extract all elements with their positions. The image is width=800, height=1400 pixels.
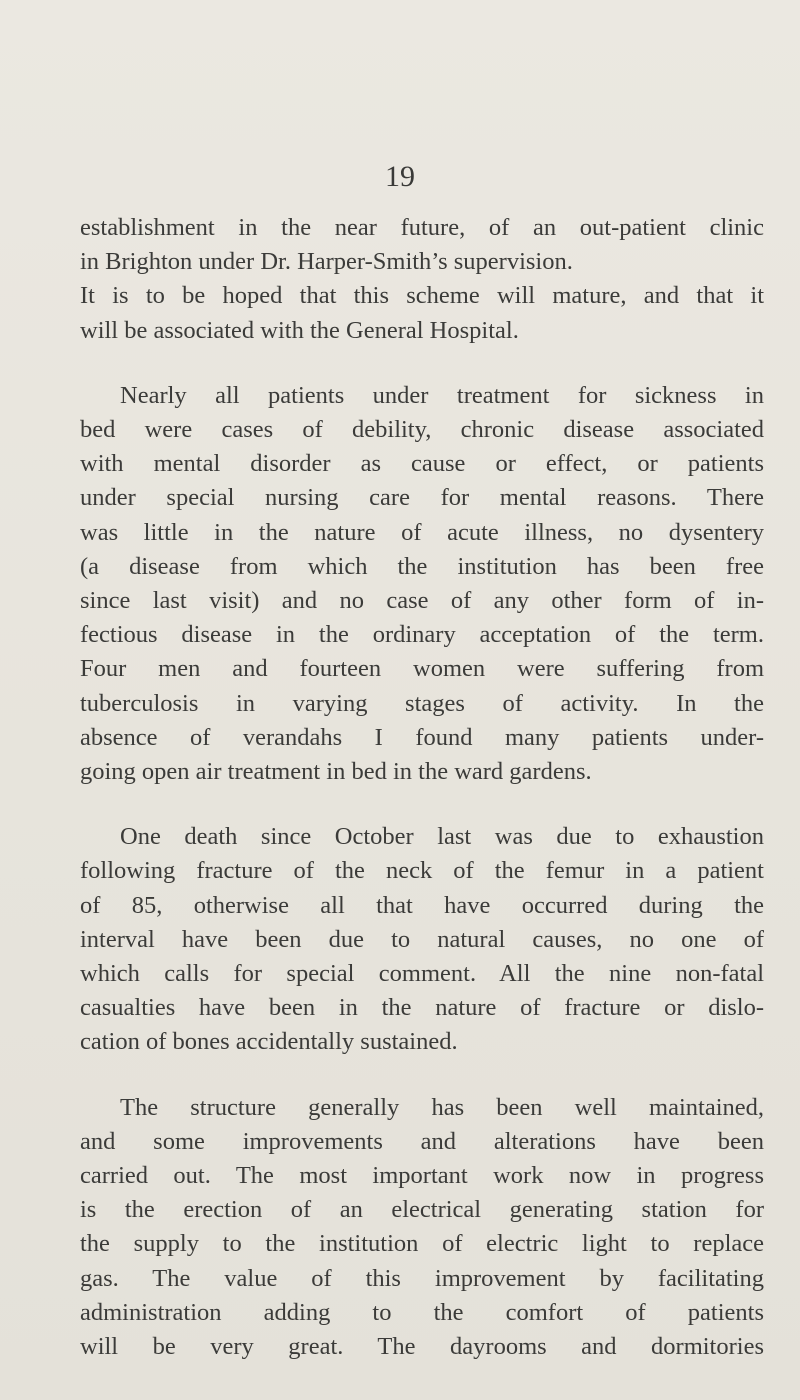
text-line: since last visit) and no case of any other form of in- [80,587,764,615]
body-text [80,211,764,1395]
text-line: bed were cases of debility, chronic disease associated [80,416,764,444]
text-line: which calls for special comment. All the nine non-fatal [80,960,764,988]
paragraph-4 [80,1091,764,1365]
text-line: will be associated with the General Hospital. [80,316,519,344]
text-line: cation of bones accidentally sustained. [80,1028,458,1056]
text-line: One death since October last was due to exhaustion [120,823,764,851]
paragraph-2 [80,379,764,789]
text-line: fectious disease in the ordinary acceptation of the term. [80,621,764,649]
text-line: (a disease from which the institution has been free [80,552,764,580]
text-line: following fracture of the neck of the femur in a patient [80,857,764,885]
text-line: The structure generally has been well maintained, [120,1093,764,1121]
text-line: casualties have been in the nature of fracture or dislo- [80,994,764,1022]
text-line: It is to be hoped that this scheme will mature, and that it [80,282,764,310]
text-line: Nearly all patients under treatment for sickness in [120,381,764,409]
text-line: in Brighton under Dr. Harper-Smith’s supervision. [80,248,573,276]
text-line: absence of verandahs I found many patients under- [80,723,764,751]
text-line: will be very great. The dayrooms and dormitories [80,1333,764,1361]
text-line: establishment in the near future, of an out-patient clinic [80,214,764,241]
paragraph-1 [80,211,764,348]
text-line: is the erection of an electrical generating station for [80,1196,764,1224]
page-number: 19 [385,160,415,193]
text-line: gas. The value of this improvement by facilitating [80,1264,764,1292]
text-line: of 85, otherwise all that have occurred during the [80,891,764,919]
text-line: Four men and fourteen women were suffering from [80,655,764,683]
text-line: going open air treatment in bed in the ward gardens. [80,758,592,786]
text-line: the supply to the institution of electric light to replace [80,1230,764,1258]
text-line: under special nursing care for mental reasons. There [80,484,764,512]
text-line: administration adding to the comfort of patients [80,1298,764,1326]
text-line: interval have been due to natural causes, no one of [80,925,764,953]
text-line: tuberculosis in varying stages of activity. In the [80,689,764,717]
text-line: and some improvements and alterations have been [80,1127,764,1155]
text-line: with mental disorder as cause or effect, or patients [80,450,764,478]
text-line: carried out. The most important work now in progress [80,1162,764,1190]
text-line: was little in the nature of acute illness, no dysentery [80,518,764,546]
paragraph-3 [80,820,764,1059]
